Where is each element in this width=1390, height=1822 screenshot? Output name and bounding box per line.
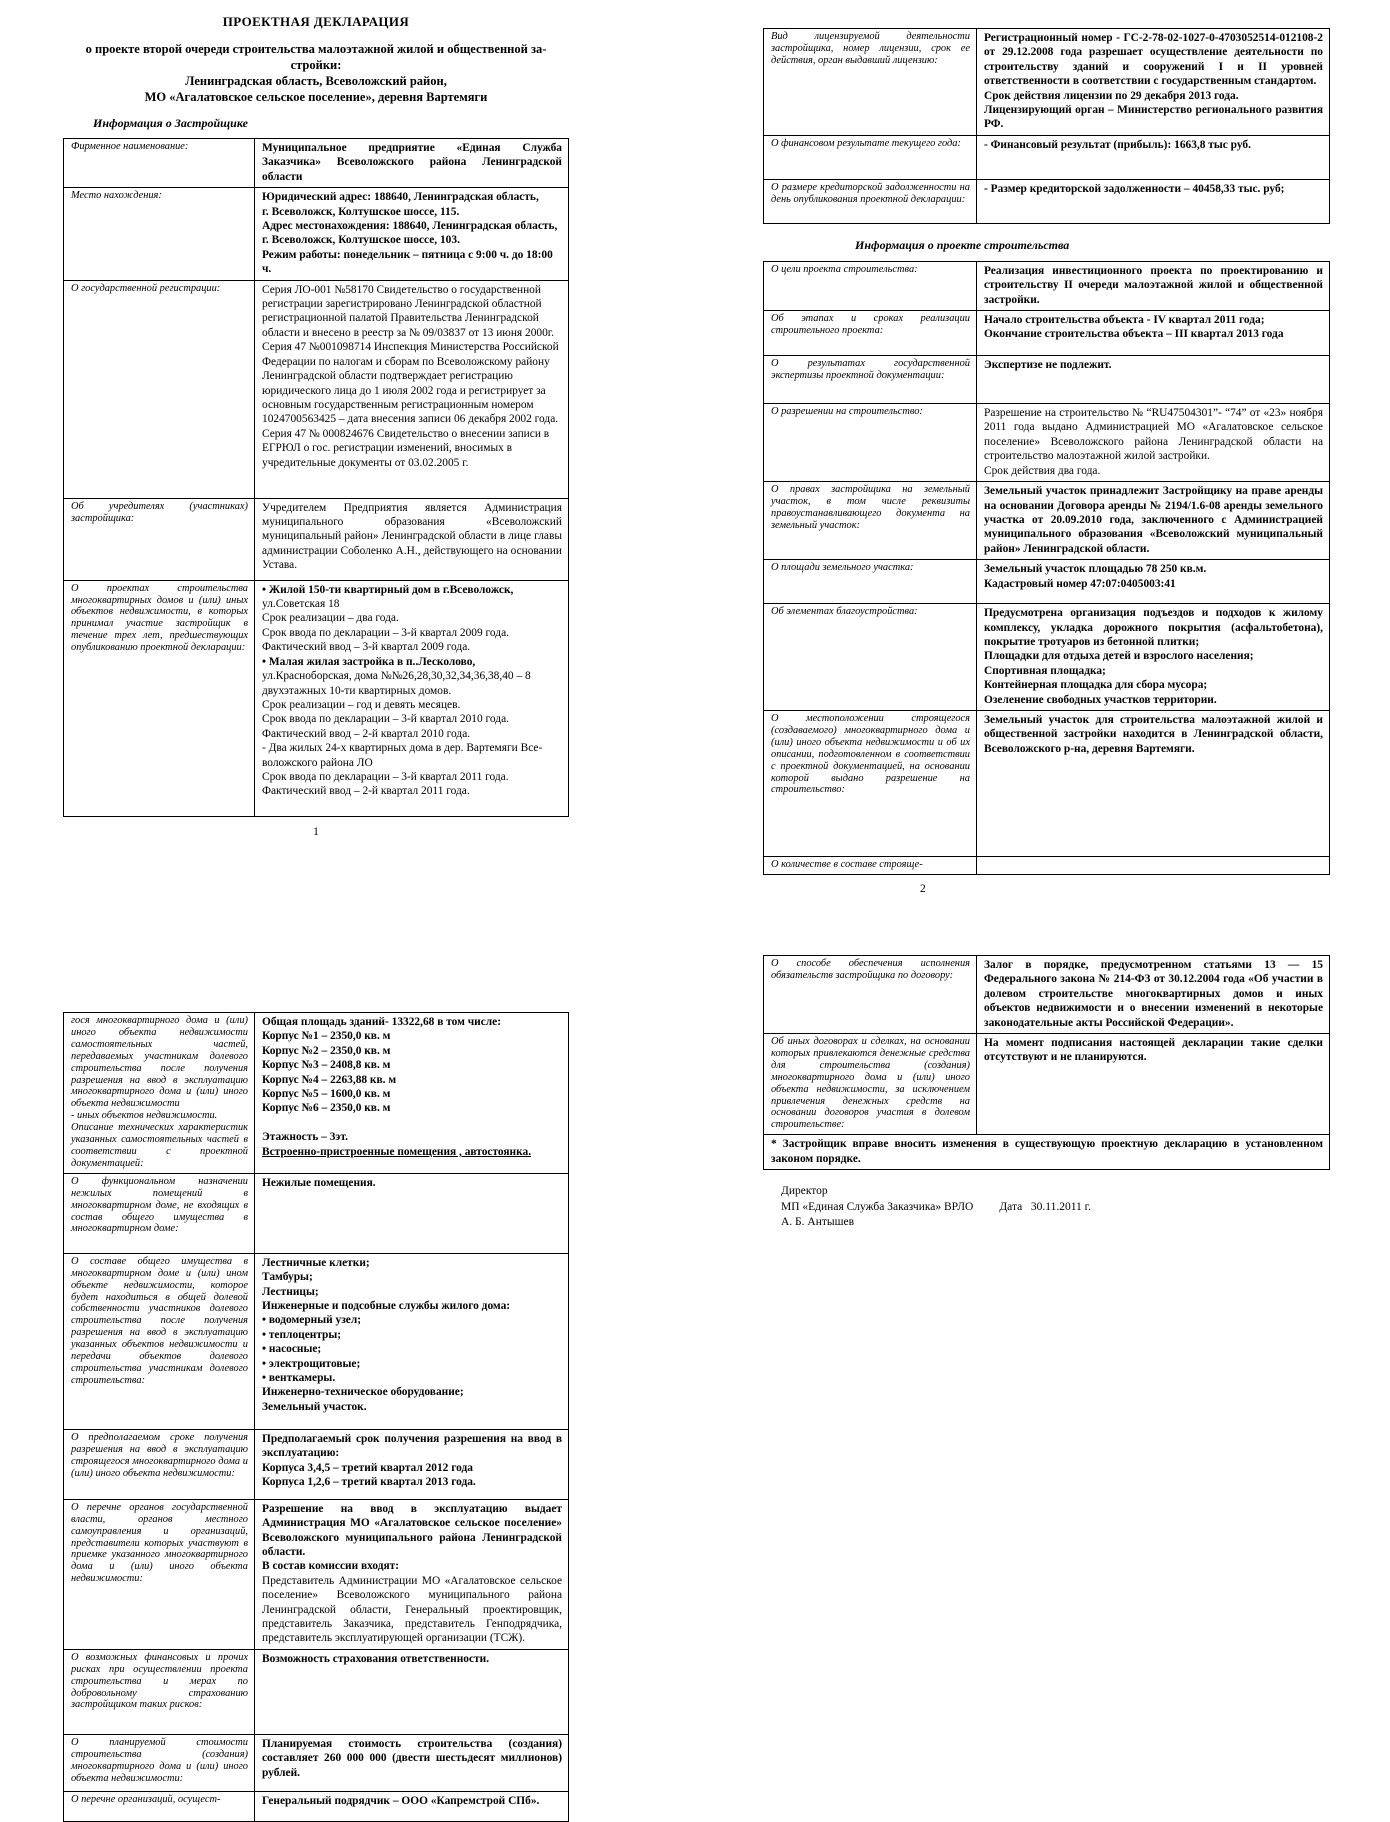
text-line: Корпус №5 – 1600,0 кв. м	[262, 1088, 391, 1101]
row-label	[64, 1791, 255, 1821]
table-row	[64, 498, 569, 580]
text-line: Корпус №3 – 2408,8 кв. м	[262, 1059, 391, 1072]
text-line: Корпус №2 – 2350,0 кв. м	[262, 1044, 391, 1057]
table-row	[64, 1013, 569, 1174]
text-line: Спортивная площадка;	[984, 664, 1106, 677]
row-label	[764, 29, 977, 136]
text-line: Корпус №6 – 2350,0 кв. м	[262, 1102, 391, 1115]
label-paragraph: О составе общего имущества в многоквартирном доме и (или) ином объекте недвижимости, которое будет находиться в общей долевой собственности участников долевого строительства после получения разрешения на ввод в эксплуатацию указанных объектов недвижимости и передачи объектов долевого строительства участникам долевого строительства:	[71, 1255, 248, 1386]
text-line: В состав комиссии входят:	[262, 1560, 400, 1573]
table-row	[64, 1253, 569, 1429]
row-value	[255, 498, 569, 580]
label-paragraph: Описание технических характеристик указанных самостоятельных частей в соответствии с проектной документацией:	[71, 1122, 248, 1169]
text-line: Реализация инвестиционного проекта по проектированию и строительству II очереди малоэтажной жилой и общественной застройки.	[984, 264, 1323, 306]
row-label	[64, 1253, 255, 1429]
text-line: Возможность страхования ответственности.	[262, 1652, 490, 1665]
page-number-1: 1	[313, 825, 319, 838]
table-row	[764, 1135, 1330, 1170]
row-label	[764, 856, 977, 874]
table-row	[64, 280, 569, 498]
label-paragraph: О правах застройщика на земельный участок, в том числе реквизиты правоустанавливающего документа на земельный участок:	[771, 484, 970, 531]
table-row	[764, 856, 1330, 874]
row-value	[977, 311, 1330, 356]
row-label	[64, 188, 255, 280]
text-line: Предполагаемый срок получения разрешения на ввод в эксплуатацию:	[262, 1432, 562, 1460]
row-label	[64, 1649, 255, 1734]
text-line: Лестницы;	[262, 1285, 319, 1298]
row-value	[255, 1734, 569, 1791]
page-4	[763, 955, 1330, 1231]
label-paragraph: Об этапах и сроках реализации строительного проекта:	[771, 313, 970, 336]
text-line: Разрешение на ввод в эксплуатацию выдает Администрация МО «Агалатовское сельское поселение» Всеволожского муниципального района Ленинградской области.	[262, 1502, 562, 1558]
text-line: Этажность – 3эт.	[262, 1131, 348, 1144]
row-value	[977, 1034, 1330, 1135]
label-paragraph: О результатах государственной экспертизы проектной документации:	[771, 358, 970, 381]
row-value	[977, 179, 1330, 223]
row-value	[977, 404, 1330, 482]
text-line: Режим работы: понедельник – пятница с 9:00 ч. до 18:00 ч.	[262, 248, 553, 276]
page-3	[63, 1012, 569, 1822]
section-heading-project: Информация о проекте строительства	[855, 237, 1070, 252]
table-row	[764, 956, 1330, 1034]
text-line: - Два жилых 24-х квартирных дома в дер. Вартемяги Все-	[262, 742, 543, 755]
text-line: Серия ЛО-001 №58170 Свидетельство о государственной регистрации зарегистрировано Ленинградской областной регистрационной палатой Правительства Ленинградской области и внесено в реестр за № 09/03837 от 13 июня 2000г.	[262, 283, 555, 339]
label-paragraph: О размере кредиторской задолженности на день опубликования проектной декларации:	[771, 181, 970, 205]
row-label	[64, 139, 255, 188]
row-value	[255, 1253, 569, 1429]
row-value	[255, 1499, 569, 1649]
obligations-table	[763, 955, 1330, 1170]
row-label	[764, 560, 977, 604]
row-value	[977, 560, 1330, 604]
developer-info-table-continued	[763, 28, 1330, 224]
label-paragraph: Об учредителях (участниках) застройщика:	[71, 500, 248, 524]
text-line: • Жилой 150-ти квартирный дом в г.Всеволожск,	[262, 583, 514, 596]
header-line: о проекте второй очереди строительства малоэтажной жилой и общественной за-	[85, 42, 547, 56]
row-label	[764, 311, 977, 356]
text-line: Адрес местонахождения: 188640, Ленинградская область,	[262, 220, 558, 233]
text-line: - Размер кредиторской задолженности – 40458,33 тыс. руб;	[984, 182, 1285, 195]
text-line: Представитель Администрации МО «Агалатовское сельское поселение» Всеволожского муниципального района Ленинградской области, Генеральный проектировщик, представитель Заказчика, представитель Генподрядчика, представитель эксплуатирующей организации (ТСЖ).	[262, 1574, 562, 1645]
header-line: стройки:	[290, 58, 342, 72]
text-line: Учредителем Предприятия является Администрация муниципального образования «Всеволожский муниципальный район» Ленинградской области в лице главы администрации Соболенко А.Н., действующего на основании Устава.	[262, 501, 562, 572]
text-line: ул.Советская 18	[262, 598, 340, 611]
row-value	[255, 1791, 569, 1821]
text-line: • Малая жилая застройка в п..Лесколово,	[262, 655, 476, 668]
table-row	[64, 1649, 569, 1734]
row-label	[764, 604, 977, 711]
label-paragraph: гося многоквартирного дома и (или) иного объекта недвижимости самостоятельных частей, передаваемых участникам долевого строительства после получения разрешения на ввод в эксплуатацию многоквартирного дома и (или) иного объекта недвижимости	[71, 1015, 248, 1110]
row-value	[255, 139, 569, 188]
text-line: г. Всеволожск, Колтушское шоссе, 115.	[262, 205, 460, 218]
row-value	[255, 1429, 569, 1499]
row-value	[255, 1649, 569, 1734]
text-line: Встроенно-пристроенные помещения , автостоянка.	[262, 1145, 532, 1158]
label-paragraph: О предполагаемом сроке получения разрешения на ввод в эксплуатацию строящегося многоквартирного дома и (или) иного объекта недвижимости:	[71, 1431, 248, 1479]
text-line: Земельный участок принадлежит Застройщику на праве аренды на основании Договора аренды № 2194/1.6-08 аренды земельного участка от 20.09.2010 года, заключенного с Администрацией муниципального образования «Всеволожский муниципальный район» Ленинградской области.	[984, 485, 1323, 555]
signature-block	[781, 1184, 1330, 1231]
text-line: Озеленение свободных участков территории.	[984, 693, 1217, 706]
label-paragraph: О местоположении строящегося (создаваемого) многоквартирного дома и (или) иного объекта недвижимости и об их описании, подготовленном в соответствии с проектной документацией, на основании которой выдано разрешение на строительство:	[771, 712, 970, 796]
text-line: • водомерный узел;	[262, 1314, 362, 1327]
signature-org: МП «Единая Служба Заказчика» ВРЛО	[781, 1200, 974, 1213]
row-value	[255, 280, 569, 498]
text-line: • электрощитовые;	[262, 1357, 361, 1370]
row-label	[764, 356, 977, 404]
text-line: Срок ввода по декларации – 3-й квартал 2011 года.	[262, 770, 509, 783]
text-line: Контейнерная площадка для сбора мусора;	[984, 679, 1208, 692]
text-line: Предусмотрена организация подъездов и подходов к жилому комплексу, укладка дорожного покрытия (асфальтобетона), покрытие тротуаров из бетонной плитки;	[984, 607, 1323, 648]
text-line: • насосные;	[262, 1343, 322, 1356]
text-line: Земельный участок площадью 78 250 кв.м.	[984, 563, 1207, 576]
row-label	[764, 179, 977, 223]
text-line: Экспертизе не подлежит.	[984, 359, 1112, 372]
text-line: Планируемая стоимость строительства (создания) составляет 260 000 000 (двести шестьдесят миллионов) рублей.	[262, 1737, 562, 1779]
label-paragraph: О цели проекта строительства:	[771, 263, 918, 275]
document-subtitle	[63, 41, 569, 105]
text-line: Срок реализации – год и девять месяцев.	[262, 698, 461, 711]
row-label	[64, 1429, 255, 1499]
table-row	[64, 1499, 569, 1649]
text-line: Инженерно-техническое оборудование;	[262, 1386, 464, 1399]
text-line: • венткамеры.	[262, 1372, 336, 1385]
page-1	[63, 14, 569, 838]
text-line: Корпус №1 – 2350,0 кв. м	[262, 1030, 391, 1043]
table-row	[764, 560, 1330, 604]
row-value	[977, 956, 1330, 1034]
table-row	[764, 710, 1330, 856]
row-label	[64, 1173, 255, 1253]
text-line: Общая площадь зданий- 13322,68 в том числе:	[262, 1016, 502, 1028]
table-row	[764, 29, 1330, 136]
section-heading-developer: Информация о Застройщике	[93, 116, 248, 130]
row-label	[64, 1013, 255, 1174]
row-value	[977, 356, 1330, 404]
text-line: воложского района ЛО	[262, 756, 373, 769]
label-paragraph: О финансовом результате текущего года:	[771, 137, 961, 149]
table-row	[764, 404, 1330, 482]
row-label	[764, 482, 977, 560]
row-value	[977, 482, 1330, 560]
table-row	[64, 188, 569, 280]
text-line: ул.Красноборская, дома №№26,28,30,32,34,36,38,40 – 8	[262, 670, 531, 683]
row-value	[255, 1013, 569, 1174]
label-paragraph: - иных объектов недвижимости.	[71, 1110, 218, 1122]
signature-date: Дата 30.11.2011 г.	[999, 1200, 1091, 1213]
header-line: МО «Агалатовское сельское поселение», деревня Вартемяги	[144, 90, 488, 104]
text-line: Муниципальное предприятие «Единая Служба Заказчика» Всеволожского района Ленинградской области	[262, 142, 562, 183]
text-line: Тамбуры;	[262, 1271, 313, 1284]
text-line: Серия 47 №001098714 Инспекция Министерства Российской Федерации по налогам и сборам по Всеволожскому району Ленинградской области подтверждает регистрацию юридического лица до 1 июля 2002 года и регистрирует за основным государственным регистрационным номером 1024700563425 – дата внесения записи 06 декабря 2002 года.	[262, 341, 559, 426]
row-label	[64, 1499, 255, 1649]
table-row	[764, 356, 1330, 404]
label-paragraph: Место нахождения:	[71, 190, 162, 202]
row-value	[977, 856, 1330, 874]
row-value	[255, 188, 569, 280]
text-line: • теплоцентры;	[262, 1328, 342, 1341]
label-paragraph: О перечне организаций, осущест-	[71, 1793, 221, 1805]
page-number-2: 2	[920, 882, 926, 895]
text-line: Фактический ввод – 3-й квартал 2009 года.	[262, 641, 471, 654]
label-paragraph: Об элементах благоустройства:	[771, 606, 918, 618]
row-label	[64, 1734, 255, 1791]
header-line: Ленинградская область, Всеволожский район,	[185, 74, 447, 88]
table-row	[764, 604, 1330, 711]
label-paragraph: О проектах строительства многоквартирных домов и (или) иных объектов недвижимости, в которых принимал участие застройщик в течение трех лет, предшествующих опубликованию проектной декларации:	[71, 582, 248, 654]
text-line: Земельный участок для строительства малоэтажной жилой и общественной застройки находится в Ленинградской области, Всеволожского р-на, деревня Вартемяги.	[984, 713, 1323, 755]
text-line: Лицензирующий орган – Министерство регионального развития РФ.	[984, 104, 1323, 131]
text-line: Корпуса 1,2,6 – третий квартал 2013 года.	[262, 1476, 476, 1488]
table-row	[764, 311, 1330, 356]
text-line: Лестничные клетки;	[262, 1256, 370, 1269]
row-label	[64, 580, 255, 816]
text-line: Инженерные и подсобные службы жилого дома:	[262, 1300, 511, 1312]
text-line: Срок ввода по декларации – 3-й квартал 2009 года.	[262, 626, 509, 639]
table-row	[764, 135, 1330, 179]
table-row	[64, 139, 569, 188]
label-paragraph: О государственной регистрации:	[71, 282, 221, 294]
table-row	[64, 1734, 569, 1791]
text-line: Кадастровый номер 47:07:0405003:41	[984, 577, 1176, 590]
row-label	[764, 710, 977, 856]
text-line: г. Всеволожск, Колтушское шоссе, 103.	[262, 234, 460, 247]
table-row	[764, 179, 1330, 223]
text-line: Разрешение на строительство № “RU47504301”- “74” от «23» ноября 2011 года выдано Администрацией МО «Агалатовское сельское поселение» Всеволожского района Ленинградской области на строительство малоэтажной жилой застройки.	[984, 407, 1323, 463]
row-label	[764, 1034, 977, 1135]
signature-role: Директор	[781, 1185, 828, 1198]
row-label	[764, 135, 977, 179]
page-2	[763, 28, 1330, 895]
table-row	[64, 580, 569, 816]
row-value	[977, 261, 1330, 310]
row-label	[64, 280, 255, 498]
row-label	[764, 956, 977, 1034]
text-line: Земельный участок.	[262, 1400, 367, 1413]
label-paragraph: О возможных финансовых и прочих рисках при осуществлении проекта строительства и мерах по добровольному страхованию застройщиком таких рисков:	[71, 1651, 248, 1711]
table-row	[64, 1791, 569, 1821]
row-value	[255, 1173, 569, 1253]
text-line: Залог в порядке, предусмотренном статьями 13 — 15 Федерального закона № 214-ФЗ от 30.12.2004 года «Об участии в долевом строительстве многоквартирных домов и иных объектов недвижимости и о внесении изменений в некоторые законодательные акты Российской Федерации».	[984, 959, 1323, 1029]
text-line: - Финансовый результат (прибыль): 1663,8 тыс руб.	[984, 138, 1251, 151]
row-value	[977, 135, 1330, 179]
label-paragraph: О количестве в составе строяще-	[771, 858, 923, 870]
row-value	[255, 580, 569, 816]
text-line: Срок действия два года.	[984, 464, 1101, 477]
text-line: Регистрационный номер - ГС-2-78-02-1027-0-4703052514-012108-2 от 29.12.2008 года разрешает осуществление деятельности по строительству зданий и сооружений I и II уровней ответственности в соответствии с государственным стандартом.	[984, 32, 1323, 88]
signature-name: А. Б. Антышев	[781, 1216, 855, 1229]
text-line: Начало строительства объекта - IV квартал 2011 года;	[984, 314, 1265, 327]
text-line: Фактический ввод – 2-й квартал 2010 года.	[262, 727, 471, 740]
label-paragraph: О перечне органов государственной власти, органов местного самоуправления и организаций, представители которых участвуют в приемке указанного многоквартирного дома и (или) иного объекта недвижимости:	[71, 1501, 248, 1585]
text-line: Окончание строительства объекта – III квартал 2013 года	[984, 328, 1284, 341]
text-line: Генеральный подрядчик – ООО «Капремстрой СПб».	[262, 1794, 540, 1807]
label-paragraph: Об иных договорах и сделках, на основании которых привлекаются денежные средства для строительства (создания) многоквартирного дома и (или) иного объекта недвижимости, за исключением привлечения денежных средств на основании договоров участия в долевом строительстве:	[771, 1036, 970, 1131]
label-paragraph: Фирменное наименование:	[71, 141, 189, 152]
row-label	[64, 498, 255, 580]
row-label	[764, 404, 977, 482]
row-value	[977, 604, 1330, 711]
text-line: двухэтажных 10-ти квартирных домов.	[262, 684, 452, 697]
row-value	[977, 710, 1330, 856]
text-line: Срок ввода по декларации – 3-й квартал 2010 года.	[262, 713, 509, 726]
document-title: ПРОЕКТНАЯ ДЕКЛАРАЦИЯ	[222, 14, 410, 29]
text-line	[262, 1116, 562, 1130]
row-label	[764, 261, 977, 310]
text-line: Площадки для отдыха детей и взрослого населения;	[984, 650, 1254, 663]
table-row	[64, 1429, 569, 1499]
table-row	[764, 261, 1330, 310]
label-paragraph: О способе обеспечения исполнения обязательств застройщика по договору:	[771, 958, 970, 981]
text-line: На момент подписания настоящей декларации такие сделки отсутствуют и не планируются.	[984, 1037, 1323, 1064]
label-paragraph: Вид лицензируемой деятельности застройщика, номер лицензии, срок ее действия, орган выдавший лицензию:	[771, 31, 970, 66]
text-line: Нежилые помещения.	[262, 1176, 376, 1189]
table-row	[764, 1034, 1330, 1135]
text-line: Срок реализации – два года.	[262, 612, 399, 625]
table-row	[764, 482, 1330, 560]
text-line: Срок действия лицензии по 29 декабря 2013 года.	[984, 89, 1239, 102]
developer-info-table	[63, 138, 569, 817]
text-line: Юридический адрес: 188640, Ленинградская область,	[262, 191, 539, 204]
label-paragraph: О функциональном назначении нежилых помещений в многоквартирном доме, не входящих в состав общего имущества в многоквартирном доме:	[71, 1175, 248, 1235]
project-info-table-continued	[63, 1012, 569, 1822]
table-row	[64, 1173, 569, 1253]
text-line: * Застройщик вправе вносить изменения в существующую проектную декларацию в установленном законом порядке.	[771, 1138, 1323, 1165]
text-line: Серия 47 № 000824676 Свидетельство о внесении записи в ЕГРЮЛ о гос. регистрации изменений, вносимых в учредительные документы от 03.02.2005 г.	[262, 427, 550, 469]
row-value	[977, 29, 1330, 136]
text-line: Корпус №4 – 2263,88 кв. м	[262, 1073, 397, 1086]
label-paragraph: О разрешении на строительство:	[771, 406, 923, 418]
table-note-cell	[764, 1135, 1330, 1170]
label-paragraph: О планируемой стоимости строительства (создания) многоквартирного дома и (или) иного объекта недвижимости:	[71, 1736, 248, 1784]
label-paragraph: О площади земельного участка:	[771, 562, 914, 574]
text-line: Фактический ввод – 2-й квартал 2011 года.	[262, 785, 470, 798]
project-info-table	[763, 261, 1330, 875]
text-line: Корпуса 3,4,5 – третий квартал 2012 года	[262, 1461, 473, 1474]
